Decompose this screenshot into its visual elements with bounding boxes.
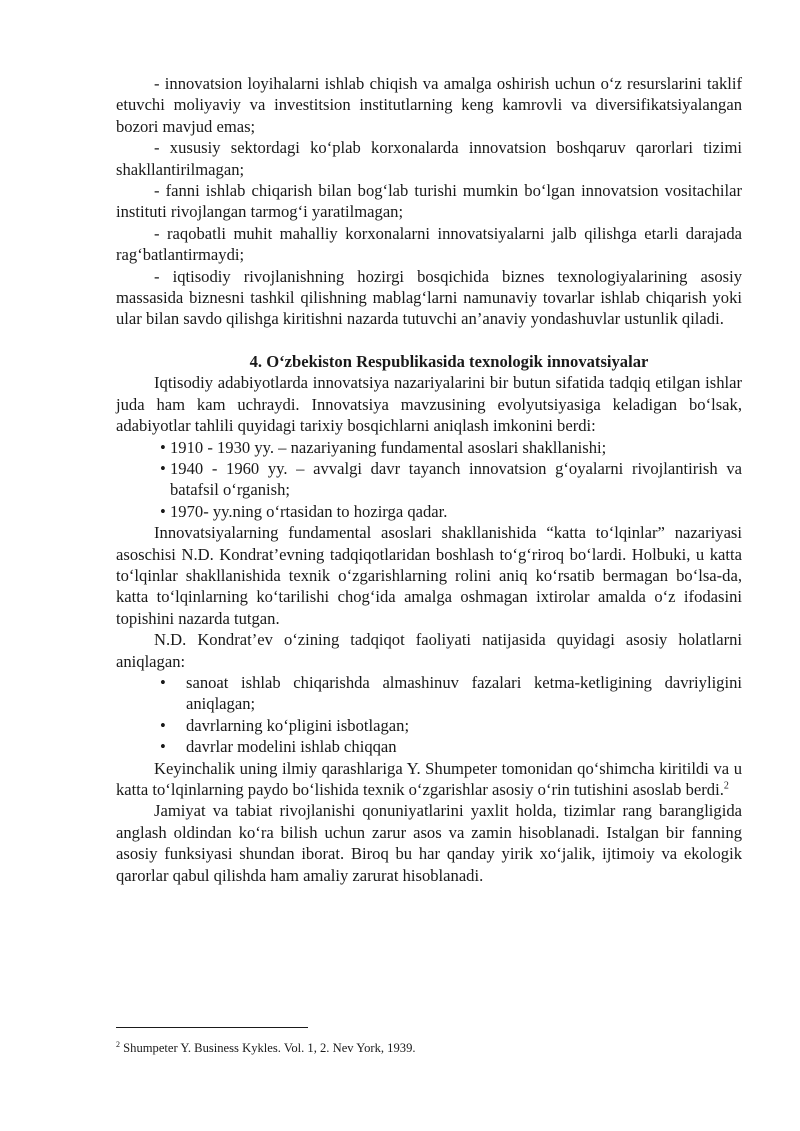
bullet-icon: • <box>160 672 166 692</box>
footnote-number: 2 <box>116 1039 120 1049</box>
list-item: • davrlar modelini ishlab chiqqan <box>160 737 397 757</box>
intro-item: - innovatsion loyihalarni ishlab chiqish va amalga oshirish uchun o‘z resurslarini taklif etuvchi moliyaviy va investitsion institutlarning keng kamrovli va diversifikatsiyalangan bozori mavjud emas; <box>116 74 742 136</box>
footnote-divider <box>116 1027 308 1028</box>
list-item: • 1940 - 1960 yy. – avvalgi davr tayanch innovatsion g‘oyalarni rivojlantirish va batafsil o‘rganish; <box>160 458 742 500</box>
bullet-icon: • <box>160 437 166 457</box>
section-title: 4. O‘zbekiston Respublikasida texnologik innovatsiyalar <box>249 351 649 371</box>
bullet-icon: • <box>160 501 166 521</box>
paragraph-literature: Iqtisodiy adabiyotlarda innovatsiya nazariyalarini bir butun sifatida tadqiq etilgan ishlar juda ham kam uchraydi. Innovatsiya mavzusining evolyutsiyasiga keladigan bo‘lsak, adabiyotlar tahlili quyidagi tarixiy bosqichlarni aniqlash imkonini berdi: <box>116 373 742 436</box>
intro-item: - iqtisodiy rivojlanishning hozirgi bosqichida biznes texnologiyalarining asosiy massasida biznesni tashkil qilishning mablag‘larni namunaviy tovarlar ishlab chiqarish yoki ular bilan savdo qilishga kiritishni nazarda tutuvchi an’anaviy yondashuvlar ustunlik qiladi. <box>116 266 742 329</box>
bullet-icon: • <box>160 458 166 478</box>
document-page <box>116 73 742 886</box>
paragraph-society: Jamiyat va tabiat rivojlanishi qonuniyatlarini yaxlit holda, tizimlar rang barangligida anglash oldindan ko‘ra bilish uchun zarur asos va zamin hisoblanadi. Istalgan bir fanning asosiy funksiyasi shundan iborat. Biroq bu har qanday yirik xo‘jalik, ijtimoiy va ekologik qarorlar qabul qilishda ham amaliy zarurat hisoblanadi. <box>116 801 742 885</box>
paragraph-kondratev: Innovatsiyalarning fundamental asoslari shakllanishida “katta to‘lqinlar” nazariyasi asoschisi N.D. Kondrat’evning tadqiqotlaridan boshlash to‘g‘riroq bo‘lardi. Holbuki, u katta to‘lqinlar shakllanishida texnik o‘zgarishlarning rolini aniq ko‘rsatib bermagan bo‘lsa-da, katta to‘lqinlarning ko‘tarilishi chog‘ida amalga oshmagan ixtirolar amalda o‘z ifodasini topishini nazarda tutgan. <box>116 523 742 628</box>
list-item: • sanoat ishlab chiqarishda almashinuv fazalari ketma-ketligining davriyligini aniqlagan; <box>160 672 742 714</box>
footnote-reference[interactable]: 2 <box>723 780 729 792</box>
intro-item: - raqobatli muhit mahalliy korxonalarni innovatsiyalarni jalb qilishga etarli darajada rag‘batlantirmaydi; <box>116 223 742 265</box>
footnote: $^2$ Shumpeter Y. Business Kykles. Vol. 1, 2. Nev York, 1939. <box>116 1039 416 1055</box>
paragraph-shumpeter: Keyinchalik uning ilmiy qarashlariga Y. Shumpeter tomonidan qo‘shimcha kiritildi va u katta to‘lqinlarning paydo bo‘lishida texnik o‘zgarishlar asosiy o‘rin tutishini asoslab berdi.$^2$ <box>116 758 742 799</box>
paragraph-findings-intro: N.D. Kondrat’ev o‘zining tadqiqot faoliyati natijasida quyidagi asosiy holatlarni aniqlagan: <box>116 630 742 671</box>
intro-item: - xususiy sektordagi ko‘plab korxonalarda innovatsion boshqaruv qarorlari tizimi shakllantirilmagan; <box>116 138 742 179</box>
stages-list <box>116 437 742 523</box>
list-item: • 1910 - 1930 yy. – nazariyaning fundamental asoslari shakllanishi; <box>160 437 607 457</box>
list-item: • davrlarning ko‘pligini isbotlagan; <box>160 715 410 735</box>
intro-item: - fanni ishlab chiqarish bilan bog‘lab turishi mumkin bo‘lgan innovatsion vositachilar instituti rivojlangan tarmog‘i yaratilmagan; <box>116 181 742 222</box>
findings-list <box>116 672 742 758</box>
bullet-icon: • <box>160 715 166 735</box>
bullet-icon: • <box>160 737 166 757</box>
list-item: • 1970- yy.ning o‘rtasidan to hozirga qadar. <box>160 501 448 521</box>
